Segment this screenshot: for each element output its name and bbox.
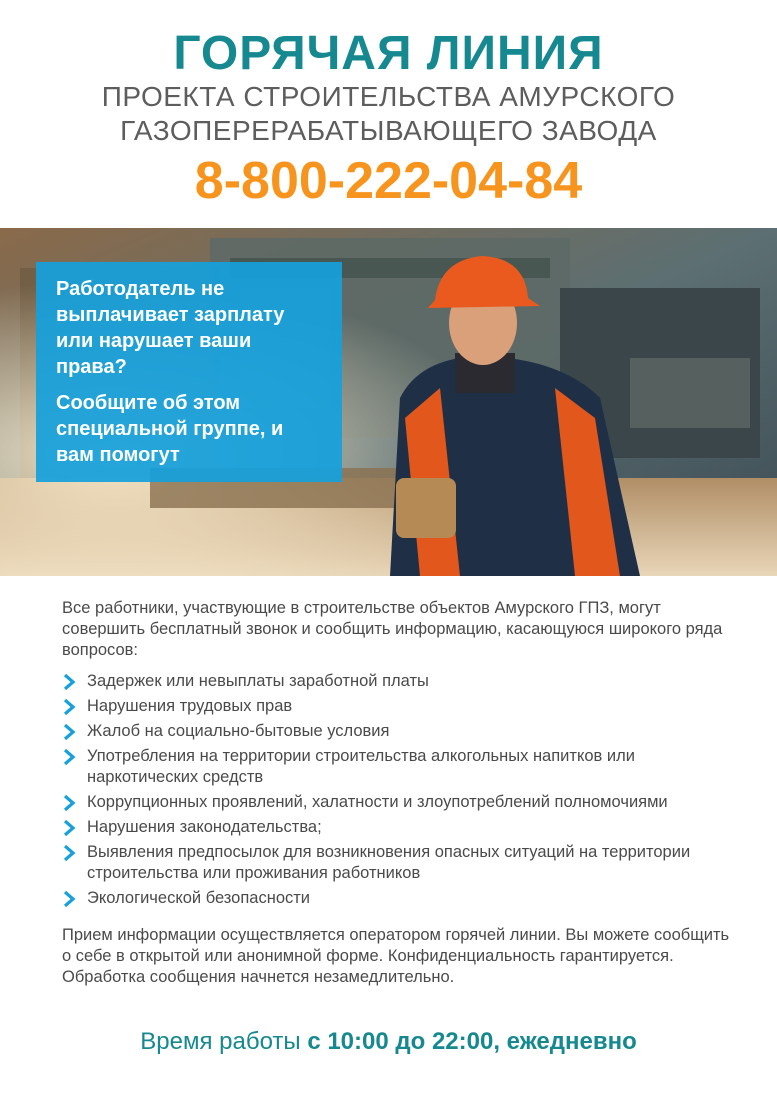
list-item-text: Нарушения трудовых прав <box>87 697 293 715</box>
list-item <box>62 696 732 717</box>
list-item-text: Выявления предпосылок для возникновения опасных ситуаций на территории строительства или проживания работников <box>87 843 691 882</box>
list-item <box>62 671 732 692</box>
hotline-phone[interactable]: 8-800-222-04-84 <box>194 152 583 210</box>
list-item-text: Задержек или невыплаты заработной платы <box>87 672 429 690</box>
callout-advice: Сообщите об этом специальной группе, и вам помогут <box>56 392 284 466</box>
chevron-right-icon <box>62 795 76 811</box>
list-item <box>62 842 732 884</box>
list-item <box>62 817 732 838</box>
list-item-text: Употребления на территории строительства алкогольных напитков или наркотических средств <box>87 747 635 786</box>
list-item <box>62 721 732 742</box>
working-hours <box>0 1026 777 1058</box>
intro-text: Все работники, участвующие в строительстве объектов Амурского ГПЗ, могут совершить бесплатный звонок и сообщить информацию, касающуюся широкого ряда вопросов: <box>62 599 723 659</box>
subtitle-line-1: ПРОЕКТА СТРОИТЕЛЬСТВА АМУРСКОГО <box>101 81 676 112</box>
list-item <box>62 792 732 813</box>
subtitle-line-2: ГАЗОПЕРЕРАБАТЫВАЮЩЕГО ЗАВОДА <box>120 115 657 146</box>
chevron-right-icon <box>62 749 76 765</box>
list-item-text: Нарушения законодательства; <box>87 818 322 836</box>
chevron-right-icon <box>62 891 76 907</box>
subtitle <box>0 80 777 148</box>
main-content <box>62 598 732 988</box>
confidentiality-text: Прием информации осуществляется оператором горячей линии. Вы можете сообщить о себе в открытой или анонимной форме. Конфиденциальность гарантируется. Обработка сообщения начнется незамедлительно. <box>62 926 730 986</box>
list-item-text: Коррупционных проявлений, халатности и злоупотреблений полномочиями <box>87 793 668 811</box>
page-title: ГОРЯЧАЯ ЛИНИЯ <box>173 27 604 80</box>
list-item-text: Экологической безопасности <box>87 889 311 907</box>
chevron-right-icon <box>62 845 76 861</box>
callout-question: Работодатель не выплачивает зарплату или нарушает ваши права? <box>56 278 285 378</box>
list-item-text: Жалоб на социально-бытовые условия <box>87 722 390 740</box>
hours-prefix: Время работы <box>140 1028 301 1055</box>
topics-list <box>62 671 732 909</box>
hours-schedule: с 10:00 до 22:00, ежедневно <box>307 1028 637 1055</box>
list-item <box>62 888 732 909</box>
chevron-right-icon <box>62 699 76 715</box>
chevron-right-icon <box>62 674 76 690</box>
chevron-right-icon <box>62 820 76 836</box>
callout-box <box>36 262 342 482</box>
chevron-right-icon <box>62 724 76 740</box>
list-item <box>62 746 732 788</box>
